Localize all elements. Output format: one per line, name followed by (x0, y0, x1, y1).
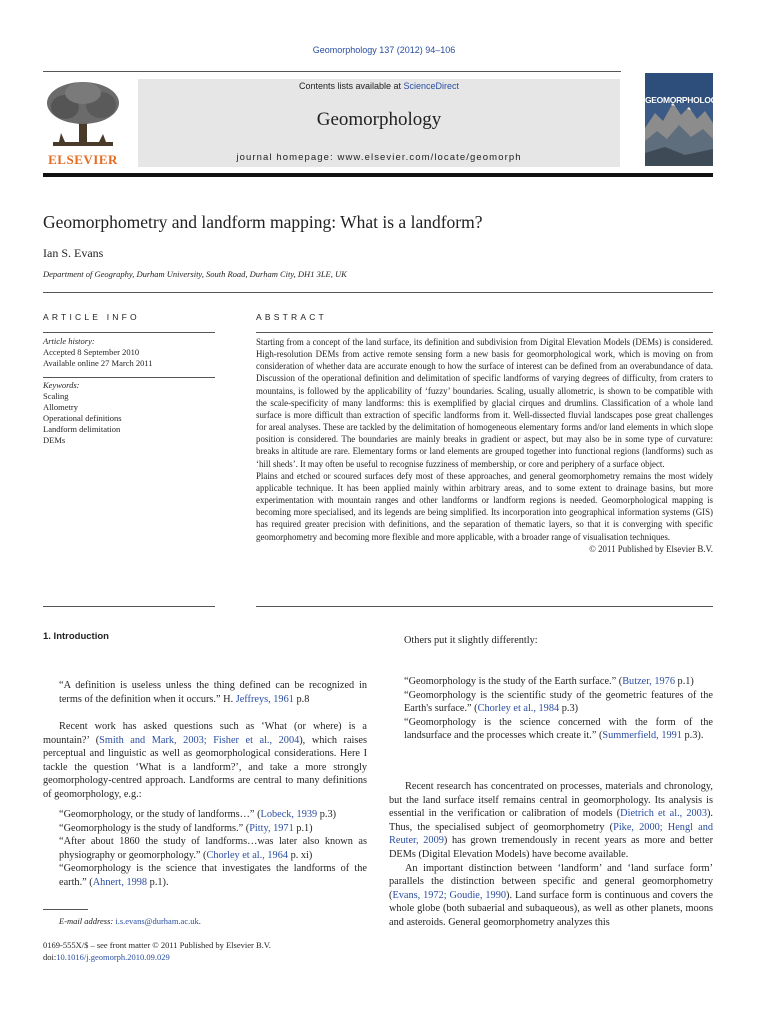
contents-line (138, 81, 620, 91)
keyword-item: Scaling (43, 391, 69, 401)
text-run: ) has grown tremendously in recent years as more and better DEMs (Digital Elevation Models) have become available. (389, 835, 713, 860)
contents-prefix: Contents lists available at (298, 81, 404, 91)
history-accepted: Accepted 8 September 2010 (43, 347, 140, 357)
text-run: p.1). (149, 876, 169, 888)
text-run: “Geomorphology, or the study of landforms…” (59, 809, 255, 820)
text-run: “Geomorphology is the study of landforms.” (59, 822, 244, 834)
email-label: E-mail address: (59, 916, 114, 926)
abstract-paragraph: Starting from a concept of the land surface, its definition and subdivision from Digital Elevation Models (DEMs) is considered. High-resolution DEMs from active remote sensing form a new basis for geomorphological work, which is moving on from consideration of whether data are accurate enough to how the surface of interest can be defined from an overabundance of data. Discussion of the operational definition and delimitation of specific landforms of varying degrees of difficulty, from craters to mountains, is followed by the applicability of ‘fuzzy’ boundaries. Scaling, usually allometric, is shown to be compatible with the scale-specificity of many landforms: this is exemplified by glacial cirques and drumlins. Classification of a whole land surface is more difficult than extraction of specific landforms from it. Well-dissected fluvial landscapes pose great challenges for areal analyses. These are tackled by the delimitation of homogeneous elementary forms and/or land elements in which slope position is considered. The boundaries are mainly breaks in gradient or aspect, but may also be in some type of curvature: breaks in altitude are rare. Elementary forms or land elements are grouped together into functional regions (landforms) such as ‘hill sheds’. It may often be useful to recognise fuzziness of membership, or core and periphery of a surface object. (256, 337, 713, 469)
epigraph-author: H. (223, 693, 234, 705)
definition-item: “Geomorphology is the study of landforms.” (Pitty, 1971 p.1) (59, 822, 313, 834)
article-history (43, 336, 215, 369)
history-online: Available online 27 March 2011 (43, 358, 153, 368)
abstract-bottom-rule (256, 606, 713, 607)
epigraph-page: p.8 (296, 693, 310, 705)
doi-label: doi: (43, 952, 57, 962)
history-label: Article history: (43, 336, 95, 346)
epigraph-text: “A definition is useless unless the thing defined can be recognized in terms of the definition when it occurs.” (59, 680, 367, 705)
abstract-heading: ABSTRACT (256, 312, 327, 322)
email-link[interactable]: i.s.evans@durham.ac.uk (115, 916, 199, 926)
abstract-body (256, 336, 713, 555)
definition-item: “Geomorphology is the study of the Earth surface.” (Butzer, 1976 p.1) (404, 676, 694, 687)
keywords-rule (43, 377, 215, 378)
journal-citation[interactable]: Geomorphology 137 (2012) 94–106 (312, 45, 456, 55)
definition-item: “Geomorphology is the science concerned with the form of the landsurface and the processes which create it.” (Summerfield, 1991 p.3). (404, 716, 713, 742)
keyword-item: Landform delimitation (43, 424, 121, 434)
header-rule (43, 71, 621, 72)
citation-link[interactable]: Summerfield, 1991 (602, 730, 682, 742)
title-rule (43, 292, 713, 293)
keywords-list (43, 380, 215, 446)
epigraph-quote (59, 679, 367, 706)
doi-link[interactable]: 10.1016/j.geomorph.2010.09.029 (56, 952, 170, 962)
text-run: “Geomorphology is the science that investigates the landforms of the earth.” (59, 863, 367, 888)
definition-quotes-right (404, 675, 713, 743)
definition-item: “Geomorphology is the science that investigates the landforms of the earth.” (Ahnert, 1998 p.1). (59, 863, 367, 888)
author-name: Ian S. Evans (43, 246, 104, 260)
citation-link[interactable]: Evans, 1972; Goudie, 1990 (392, 889, 507, 901)
text-run: ). Land surface form is continuous and covers the whole globe (both subaerial and subaqueous), as well as other planets, moons and asteroids. General geomorphometry analyzes this (389, 889, 714, 928)
journal-name: Geomorphology (316, 109, 442, 130)
footnote-rule (43, 909, 88, 910)
text-run: p.1) (296, 822, 313, 834)
journal-cover-image (645, 73, 723, 166)
text-run: “After about 1860 the study of landforms…was later also known as physiography or geomorphology.” (59, 836, 367, 861)
citation-link[interactable]: Pitty, 1971 (249, 822, 294, 834)
keyword-item: DEMs (43, 435, 66, 445)
abstract-paragraph: Plains and etched or scoured surfaces defy most of these approaches, and general geomorphometry remains the most widely applicable technique. It has been applied mainly within arbitrary areas, and to some extent to drainage basins, but more experimentation with mountain ranges and other landforms or landform regions is needed. Geomorphological mapping is becoming more specialised, and its legends are being simplified. Its incorporation into geographical information systems (GIS) has required greater precision with definitions, and the separation of thematic layers, so that it is converging with specific geomorphometry and becoming more flexible and more applicable, with a broader range of visualisation techniques. (256, 470, 713, 542)
citation-link[interactable]: Ahnert, 1998 (92, 876, 148, 888)
keywords-label: Keywords: (43, 380, 80, 390)
text-run: p.1) (677, 676, 694, 687)
text-run: p.3) (561, 703, 579, 715)
body-paragraph (389, 862, 713, 930)
section-heading-introduction: 1. Introduction (43, 631, 109, 642)
elsevier-wordmark: ELSEVIER (48, 152, 118, 167)
text-run: Recent work has asked questions such as ‘What (or where) is a mountain?’ ( (43, 721, 367, 746)
text-run: p. xi) (290, 849, 313, 861)
text-run: Recent research has concentrated on processes, materials and chronology, but the land surface itself remains central in geomorphology. Its analysis is essential in the verification or calibration of models ( (389, 781, 713, 820)
text-run: “Geomorphology is the scientific study of the geometric features of the Earth's surface.” (404, 689, 713, 715)
doi-line (43, 951, 271, 963)
citation-link[interactable]: Lobeck, 1939 (260, 809, 318, 820)
sciencedirect-link[interactable]: ScienceDirect (403, 81, 460, 91)
text-run: “Geomorphology is the science concerned with the form of the landsurface and the processes which create it.” (404, 716, 713, 742)
text-run: “Geomorphology is the study of the Earth surface.” (404, 676, 617, 687)
abstract-rule (256, 332, 713, 333)
author-email-footnote (43, 916, 201, 926)
text-run: p.3) (319, 809, 337, 820)
definition-item: “After about 1860 the study of landforms…was later also known as physiography or geomorphology.” (Chorley et al., 1964 p. xi) (59, 836, 367, 861)
body-paragraph (389, 780, 713, 862)
citation-link[interactable]: Dietrich et al., 2003 (620, 808, 707, 820)
citation-link[interactable]: Smith and Mark, 2003; Fisher et al., 2004 (99, 734, 300, 746)
header-thick-rule (43, 173, 713, 177)
definition-item: “Geomorphology is the scientific study of the geometric features of the Earth's surface.” (Chorley et al., 1984 p.3) (404, 689, 713, 715)
text-run: p.3). (684, 730, 704, 742)
keyword-item: Allometry (43, 402, 78, 412)
definition-item: “Geomorphology, or the study of landforms…” (Lobeck, 1939 p.3) (59, 809, 337, 820)
right-lead-line: Others put it slightly differently: (404, 635, 538, 646)
footnote-end: . (198, 916, 201, 926)
issn-line: 0169-555X/$ – see front matter © 2011 Published by Elsevier B.V. (43, 940, 271, 950)
article-info-heading: ARTICLE INFO (43, 312, 140, 322)
text-run: ). Thus, the specialised subject of geomorphometry ( (389, 808, 713, 833)
text-run: An important distinction between ‘landform’ and ‘land surface form’ parallels the distinction between specific and general geomorphometry ( (389, 862, 713, 901)
abstract-copyright: © 2011 Published by Elsevier B.V. (589, 543, 713, 554)
article-info-bottom-rule (43, 606, 215, 607)
author-affiliation: Department of Geography, Durham University, South Road, Durham City, DH1 3LE, UK (43, 269, 347, 279)
front-matter-info (43, 939, 271, 963)
citation-link[interactable]: Pike, 2000; Hengl and Reuter, 2009 (389, 821, 713, 847)
journal-homepage[interactable]: journal homepage: www.elsevier.com/locate/geomorph (236, 152, 522, 163)
article-title: Geomorphometry and landform mapping: What is a landform? (43, 212, 483, 232)
citation-link[interactable]: Jeffreys, 1961 (235, 693, 294, 705)
definition-quotes (59, 808, 367, 890)
right-body-text (389, 780, 713, 930)
keyword-item: Operational definitions (43, 413, 122, 423)
text-run: ), which raises perceptual and linguistic as well as geomorphological considerations. Here I tackle the question ‘What is a landform?’, and take a more strongly geomorphology-centred approach. Landforms are central to many definitions of geomorphology, e.g.: (43, 734, 367, 800)
citation-link[interactable]: Butzer, 1976 (622, 676, 675, 687)
citation-link[interactable]: Chorley et al., 1984 (477, 703, 560, 715)
citation-link[interactable]: Chorley et al., 1964 (206, 849, 288, 861)
cover-title: GEOMORPHOLOGY (645, 95, 723, 105)
intro-paragraph (43, 720, 367, 802)
article-info-rule (43, 332, 215, 333)
